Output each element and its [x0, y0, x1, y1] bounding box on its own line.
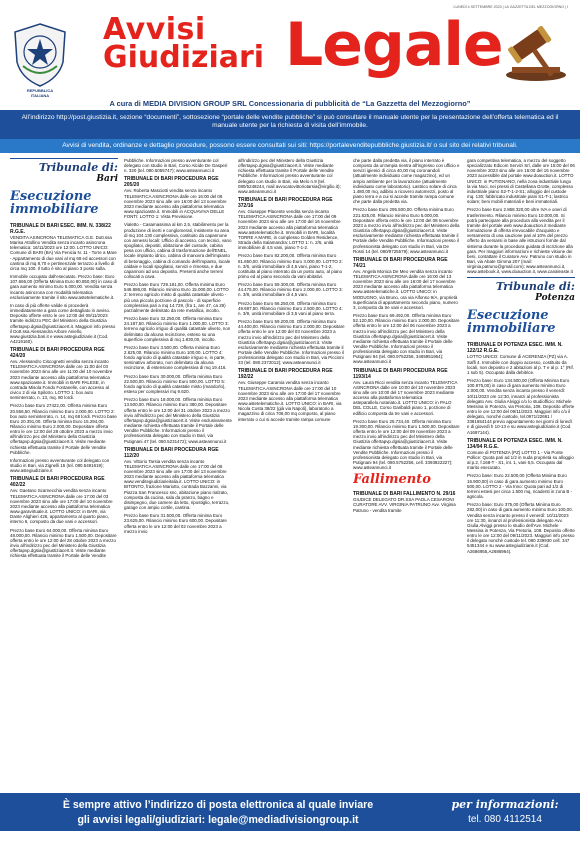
tribunale-label: Tribunale di: [38, 161, 118, 174]
notice-text: Prezzo base Euro 69.492,00. Offerta minima Euro 52.120,00. Rilancio minimo Euro 2.000,00. Depositare offerta entro le ore 12:00 del 06 novembre 2023 a mezzo invio all'indirizzo pec del Ministero della Giustizia offertapvp.dgsia@giustiziacert.it. Visite mediante richiesta effettuata tramite il Portale delle Vendite Pubbliche. Informazioni presso il professionista delegato con studio in Bari, via Putignani 94 (tel. 080.9752256, 3465951964); www.asteannunci.it [353, 313, 460, 365]
notice-text: Prezzo base Euro 18.000,00. Offerta minima Euro 13.500,00. Rilancio minimo Euro 380,00. Depositare offerta entro le ore 12:00 del 31 ottobre 2023 a mezzo invio all'indirizzo pec del Ministero della Giustizia offertapvp.dgsia@giustiziacert.it. Visite esclusivamente mediante richiesta effettuata tramite il Portale delle Vendite Pubbliche. Informazioni presso il professionista delegato con studio in Bari, via Putignani 47 (tel. 080.5231472); www.asteannunci.it [124, 397, 232, 444]
notice-text: Prezzo base: Euro 22.500,00 (Offerta Minima Euro 16.900,00) in caso di gara aumento minimo Euro 500,00. LOTTO 2 - Via Inno: Quota pari ad 1/2 di terreni estesi per circa 1.500 mq, ricadenti in zona B - agricola. [467, 473, 573, 500]
tribunale-city: Bari [96, 174, 118, 184]
notice-item [10, 347, 118, 400]
notice-item [238, 319, 346, 365]
notice-item [10, 458, 118, 473]
title-legale: Legale [285, 10, 503, 80]
notice-item [353, 158, 461, 204]
notice-text: Prezzo base Euro 295.500,00. Offerta minima Euro 221.625,00. Rilancio minimo Euro 5.000,00. Depositare offerta entro le ore 12:00 del 08 novembre 2023 a mezzo invio all'indirizzo pec del Ministero della Giustizia offertapvp.dgsia@giustiziacert.it. Visite esclusivamente mediante richiesta effettuata tramite il Portale delle Vendite Pubbliche. Informazioni presso il professionista delegato con studio in Bari, via De Rossi 14 (tel. 080/9725579); www.asteannunci.it [353, 207, 460, 254]
notice-item [353, 257, 461, 310]
masthead [0, 12, 580, 112]
column-5 [467, 158, 575, 790]
notice-text: Avv. Laura Ricci vendita senza incanto TELEMATICA ASINCRONA dalle ore 10:00 del 10 novembre 2023 sino alle ore 10:00 del 17 novembre 2023 mediante accesso alla piattaforma telematica asteparallelo.notariato.it. LOTTO UNICO: in PALO DEL COLLE, Corso Garibaldi piano 1, porzione di edificio composta da tre vani e accessori. [353, 379, 458, 416]
notice-item [10, 223, 118, 271]
notice-heading: TRIBUNALE DI POTENZA ESEC. IMM. N. 122/12 R.G.E. [467, 342, 563, 355]
notice-text: Immobile occupato dall'esecutato. Prezzo base: Euro 107.666,00 (Offerta Minima Euro 80.850,00) in caso di gara aumento minimo Euro 5.000,00. Vendita senza incanto asincrona con modalità telematica esclusivamente tramite il sito www.astetelematiche.it. [10, 274, 117, 300]
notice-text: Pubbliche. Informazioni presso avventurante col delegato con studio in Bari, Corso Alcide De Gasperi n. 320 (tel. 080.5055747); www.asteannunci.it [124, 158, 228, 174]
notice-text: Prezzo base Euro 729.181,00. Offerta minima Euro 546.886,00. Rilancio minimo Euro 15.000,00. LOTTO 2: terreno agricolo misto di qualità catastale uliveto - più una piccola porzione di pascolo - di superficie complessiva pari a mq 14.729, (fra 1, are 47, ca 29) parzialmente delimitato da rete metallica, incolto. [124, 282, 229, 313]
footer-info-label: per informazioni: [451, 798, 559, 811]
tribunale-label: Tribunale di: [495, 280, 575, 294]
notice-text: Avv. Gaetano Scarnecchia vendita senza incanto TELEMATICA ASINCRONA dalle ore 17:00 del 03 novembre 2023 sino alle ore 17:00 del 10 novembre 2023 mediante accesso alla piattaforma telematica www.garavirtuale.it. LOTTO UNICO: in BARI, via Dante Alighieri 426, appartamento al quarto piano, interno 6, composto da due vani e accessori. [10, 488, 113, 525]
notice-heading: TRIBUNALE DI BARI FALLIMENTO N. 29/16 [353, 491, 456, 498]
section-title: Esecuzione immobiliare [467, 308, 556, 337]
notice-text: all'indirizzo pec del Ministero della Giustizia offertapvp.dgsia@giustiziacert.it. Visite mediante richiesta effettuata tramite il Portale delle Vendite Pubbliche. Informazioni presso avventurante col delegato con studio in Bari, via Melo n.9 (tel. 080/5248244, mail avvocatovittoriotarsia@virgilio.it); www.asteannunci.it [238, 158, 341, 194]
notice-text: Vialetto - Casamassima al km 2,5, stabilimento per la produzione di inerti e conglomerati, insistente su area di mq 104.130 complessiva, costituito da capannone con annessi locali: Ufficio di accesso, con tecnici, vano spogliatoi, depositi, abitazione del custode, cabina pesa con ufficio, cabina di trasformazione dell'ENEL, locale impianto idrico, cabina di manovra dell'impianto di betonaggio, cabina di comando dell'impianto, locale caldaie e locali spogliatoi, servizi e rimessa, e due capannoni ad uso deposito. Presenti anche terreni collocati a cava. [124, 222, 232, 279]
notice-text: Prezzo base Euro 32.250,00. Offerta minima Euro 24.187,50. Rilancio minimo Euro 1.000,00. LOTTO 3: terreno agricolo irriguo di qualità catastale uliveto, non delimitato da alcuna recinzione, esteso su una superficie complessiva di mq 1.830,00, incolto. [124, 316, 231, 342]
notice-item [10, 303, 118, 344]
footer-line-1: È sempre attivo l’indirizzo di posta elettronica al quale inviare [62, 799, 374, 811]
notice-heading: TRIBUNALE DI BARI PROCEDURA RGE 192/22 [238, 368, 333, 381]
notice-list [124, 158, 232, 534]
notice-text: Prezzo base Euro 31.500,00. Offerta minima Euro 23.625,00. Rilancio minimo Euro 600,00. Depositare offerta entro le ore 12:00 del 02 novembre 2023 a mezzo invio [124, 513, 227, 534]
notice-item [124, 513, 232, 534]
notice-item [238, 301, 346, 316]
notice-item [10, 403, 118, 455]
banner-siti: Avvisi di vendita, ordinanze e dettaglio procedure, possono essere consultati sui siti: https://portalevenditepubbliche.giustizia.it/ o sul sito dei relativi tribunali. [0, 139, 580, 153]
column-3 [238, 158, 346, 790]
notice-text: In caso di più offerte valide si procederà immediatamente a gara come dettagliato in avviso. Deposito offerte entro le ore 12:00 del 09/11/2023 tramite indirizzo PEC del Ministero della Giustizia offertapvp.dgsia@giustiziacert.it. Maggiori info presso il Dott.ssa Alessandra Arbore Aniello, www.giustizia.bari.it e www.astegiudiziarie.it (Cod. A4219160). [10, 302, 116, 344]
notice-item [353, 491, 461, 512]
notice-item [467, 207, 575, 274]
notice-text: Avv. Giuseppe Caramia vendita senza incanto TELEMATICA ASINCRONA dalle ore 17:00 del 10 novembre 2023 sino alle ore 17:00 del 17 novembre 2023 mediante accesso alla piattaforma telematica www.astetelematiche.it. LOTTO UNICO: in BARI, via Nicola Costa 38/22 (già via Napoli), laboratorio a magazzino di circa 706,00 mq composto, al piano interrato o cui si accede tramite rampa comune [238, 380, 342, 422]
notice-text: Prezzo base: Euro 375,00 (Offerta Minima Euro 282,00) in caso di gara aumento minimo Euro 100,00. Vendita senza incanto presso il venerdì: 10/11/2023 ore 11:30, innanzi al professionista delegato Avv. Giulia Alviggi presso lo studio dell'Avv. Michele Messina in Potenza, Via Pretoria, 108. Deposito offerte entro le ore 12:00 del 09/11/2023. Maggiori info presso il delegato nonché custode tel. 080 239930 cell. 347 5451344 e su www.astegiudiziarie.it (Cod. A2686955,A2686964). [467, 502, 575, 554]
title-giudiziari: Giudiziari [103, 40, 265, 75]
notice-item [124, 316, 232, 342]
notice-item [124, 374, 232, 395]
footer-bar [0, 793, 580, 831]
notice-heading: TRIBUNALE DI BARI PROCEDURA RGE 1193/14 [353, 367, 448, 380]
notice-text: Avv. Alessandro Ciscognetti vendita senza incanto TELEMATICA ASINCRONA dalle ore 11:00 del 03 novembre 2023 sino alle ore 11:00 del 10 novembre 2023 mediante accesso alla piattaforma telematica www.spazioaste.it. Immobili in BARI PALESE, in contrada Misola Fondo Fontanelle, con accesso al civico 2 di via Spilotro. LOTTO 1: box auto seminterrato, n. 13, mq. 80 lordi. [10, 359, 113, 401]
notice-list [10, 223, 118, 558]
seal-icon [11, 22, 69, 88]
gavel-icon [498, 15, 574, 85]
column-2 [124, 158, 232, 790]
notice-heading: TRIBUNALE DI BARI PROCEDURA RGE 205/20 [124, 176, 219, 189]
notice-columns [0, 158, 580, 790]
notice-item [353, 313, 461, 365]
notice-text: Avv. Roberta Masciotti vendita senza incanto TELEMATICA ASINCRONA dalle ore 16:00 del 06 novembre 2023 sino alle ore 16:00 del 13 novembre 2023 mediante accesso alla piattaforma telematica www.spazioaste.it. Immobili in ACQUAVIVA DELLE FONTI: LOTTO 1: Vista Previsione. [124, 188, 227, 220]
column-4 [353, 158, 461, 790]
notice-item [353, 368, 461, 416]
notice-item [238, 368, 346, 421]
tribunale-city: Potenza [535, 293, 575, 304]
notice-text: Prezzo base Euro 27422,00. Offerta minima Euro 20.566,50. Rilancio minimo Euro 2.000,00. LOTTO 2: box auto seminterrato, n. 14, mq 68 lordi. Prezzo base Euro 20.391,00. Offerta minima Euro 15.294,00. Rilancio minimo Euro 2.000,00. Depositare offerta entro le ore 12:00 del 28 ottobre 2023 a mezzo invio all'indirizzo pec del Ministero della Giustizia offertapvp.dgsia@giustiziacert.it. Visite mediante richiesta effettuata tramite il Portale delle Vendite Pubbliche. [10, 403, 117, 455]
notice-text: Prezzo base Euro 3.500,00. Offerta minima Euro 2.625,00. Rilancio minimo Euro 100,00. LOTTO 4: fondo agricolo di qualità catastale irriguo e, in parte, seminativo arborato, non delimitato da alcuna recinzione, di estensione complessiva di mq 19.416. [124, 344, 227, 371]
notice-item [467, 342, 575, 375]
tribunale-potenza-box [467, 277, 575, 303]
notice-text: Prezzo base Euro 30.000,00. Offerta minima Euro 22.500,00. Rilancio minimo Euro 500,00. LOTTO 5: fondo agricolo di qualità catastale misto (mandorlo), esteso per complessivi mq 9.620. [124, 373, 226, 395]
notice-text: VENDITA ASINCRONA TELEMATICA G.E. Dott.ssa Marisa Attollino Vendita senza incanto asincrona telematica: 16/11/2023 ore 12:00. LOTTO UNICO: Comune di BARI (BA) Via Fenicia N. 11 - Torre a Mare - Appartamento di due vani al mq 69 ed accessori con cantina di mq 8,70 e pertinenziale terrazzo a livello di circa mq 100. Il tutto è sito al piano 3 posto sulla. [10, 235, 117, 271]
notice-item [124, 397, 232, 443]
notice-text: Prezzo base Euro 25.734,40. Offerta minima Euro 19.300,00. Rilancio minimo Euro 1.500,00. Depositare offerta entro le ore 12:00 del 09 novembre 2023 a mezzo invio all'indirizzo pec del Ministero della Giustizia offertapvp.dgsia@giustiziacert.it. Visite mediante richiesta effettuata tramite il Portale delle Vendite Pubbliche. Informazioni presso il professionista delegato con studio in Bari, via Putignani 94 (tel. 080.5752256, cell. 3393822227); www.asteannunci.it [353, 418, 460, 471]
notice-list [353, 158, 461, 470]
footer-email-line[interactable]: gli avvisi legali/giudiziari: legale@mediadivisiongroup.it [77, 814, 359, 826]
notice-text: Avv. Giuseppe Placente vendita senza incanto TELEMATICA ASINCRONA dalle ore 17:00 del 09 novembre 2023 sino alle ore 17:00 del 16 novembre 2023 mediante accesso alla piattaforma telematica www.astetelematiche.it. Immobili in BARI, località TORRE A MARE, in complesso Golden Residence, Strada della Salamandra: LOTTO 1: n. 2/5, unità immobiliare di 4,5 vani, piano T-1-2. [238, 209, 341, 251]
notice-list [467, 342, 575, 553]
notice-heading: TRIBUNALE DI BARI PROCEDURA RGE 372/16 [238, 197, 333, 210]
notice-heading: TRIBUNALE DI BARI PROCEDURA RGE 402/22 [10, 476, 105, 489]
notice-item [238, 197, 346, 250]
notice-item [238, 282, 346, 297]
notice-text: Prezzo base Euro 66.250,00. Offerta minima Euro 49.687,50. Rilancio minimo Euro 2.500,00. LOTTO 4: n. 3/9, unità immobiliare di 3,5 vani al piano terra. [238, 300, 343, 316]
notice-item [238, 253, 346, 279]
notice-text: Prezzo base Euro 82.200,00. Offerta minima Euro 61.650,00. Rilancio minimo Euro 3.000,00. LOTTO 2: n. 3/6, unità immobiliare di 4,5 vani, piano T-1-2, costituita al piano interrato da un posto auto, al piano primo ed al piano secondo da vani abitativi. [238, 253, 343, 279]
notice-item [238, 158, 346, 194]
notice-text: gara competitiva telematica, a mezzo del soggetto specializzato Edicom Servizi Srl, dalle ore 15:00 del 06 novembre 2023 sino alle ore 15:00 del 16 novembre 2023 accessibile dal portale www.doauction.it. LOTTO UNICO: in PUTIGNANO, nella zona industriale lungo la via Noci, nei pressi di Castellana Grotte, complesso industriale piano S2-T-1-2-S1; alloggio del custode mq. 130; fabbricato industriale piani S1-T-1; lastrico solare; beni mobili materiali e beni immateriali. [467, 158, 575, 205]
notice-heading: TRIBUNALE DI BARI PROCEDURA RGE 74/21 [353, 256, 448, 269]
column-1 [10, 158, 118, 790]
notice-text: Avv. Angela Monica De Meo vendita senza incanto TELEMATICA ASINCRONA dalle ore 16:00 del 13 novembre 2023 sino alle ore 16:00 del 17 novembre 2023 mediante accesso alla piattaforma telematica www.astetelematiche.it. LOTTO UNICO: in MODUGNO, via Bruno, ora via Alfonso 9/A, proprietà superficiaria di appartamento secondo piano, numero 3, composto da tre vani e accessori. [353, 268, 458, 310]
notice-text: Prezzo base Euro 59.300,00. Offerta minima Euro 44.475,00. Rilancio minimo Euro 2.000,00. LOTTO 3: n. 3/8, unità immobiliare di 4,5 vani. [238, 282, 343, 298]
notice-text: Comune di POTENZA (PZ) LOTTO 1 - Via Ponte Pollice: Quota pari ad 1/2 in nuda proprietà su alloggio al p.2, f.168-T - S1, int. 1, vani 6,5. Occupato dal marito esecutato. [467, 449, 574, 471]
notice-item [467, 438, 575, 471]
notice-text: Prezzo base Euro 2.868.320,00 oltre IVA e oneri di trasferimento. Rilancio minimo Euro 10.000,00. Si potrà partecipare alla procedura alla vendita per il tramite del portale web www.doauction.it mediante formulazione di offerta irrevocabile d'acquisto e versamento di una cauzione pari al 10% del prezzo offerto da versarsi in base alle istruzioni fornite dal sistema durante la procedura guidata di iscrizione alla gara. Per maggiori informazioni e richieste visione dei beni, contattare il Curatore Avv. Patruno con studio in Bari, via Abate Gimma 207 (mail: virginia.patruno@gmail.com); www.asteannunci.it, www.astebook.it, www.doauction.it, www.canaleaste.it [467, 207, 573, 275]
notice-heading: TRIBUNALE DI BARI PROCEDURA RGE 424/20 [10, 347, 105, 360]
notice-heading: TRIBUNALE DI POTENZA ESEC. IMM. N. 134/94 R.G.E. [467, 437, 563, 450]
section-fallimento: Fallimento [353, 472, 431, 488]
notice-item [10, 476, 118, 524]
section-title: Esecuzione immobiliare [10, 189, 99, 217]
notice-text: Avv. Vittorio Tarsia vendita senza incanto TELEMATICA ASINCRONA dalle ore 17:00 del 06 novembre 2023 sino alle ore 17:00 del 13 novembre 2023 mediante accesso alla piattaforma telematica www.venditegiudiziarieitalia.it. LOTTO UNICO: in BITONTO, frazione Mariotto, contrada Bazzanni, via Piazza San Francesco snc, abitazione piano rialzato, composta da cucina, sala da pranzo, bagno e disimpegno, due camere da letto, ripostiglio, terrazzo, garage con ampio cortile, cantina. [124, 458, 230, 511]
title-avvisi: Avvisi [103, 12, 206, 47]
notice-item [124, 447, 232, 511]
notice-text: Prezzo base: Euro 134.500,00 (Offerta Minima Euro 100.875,00) in caso di gara aumento minimo Euro 2.000,00. Vendita senza incanto presso il venerdì: 10/11/2023 ore 12:30, innanzi al professionista delegato Avv. Giulia Alviggi c/o lo studiofficio: Michele Messina in Potenza, via Pretoria, 108. Deposito offerte entro le ore 12:00 del 09/11/2023. Maggiori info c/o il delegato, nonché custode, tel.0971/22661 / 3381654144 previo appuntamento nei giorni di lunedì e di giovedì h 10-13 e su www.astegiudiziarie.it (Cod. A1697144). [467, 378, 575, 435]
notice-list [238, 158, 346, 422]
notice-item [353, 419, 461, 471]
notice-list [467, 158, 575, 274]
notice-item [124, 158, 232, 173]
notice-text: Prezzo base Euro 59.200,00. Offerta minima Euro 44.400,00. Rilancio minimo Euro 2.000,00. Depositare offerta entro le ore 12:00 del 03 novembre 2023 a mezzo invio all'indirizzo pec del Ministero della Giustizia offertapvp.dgsia@giustiziacert.it. Visite esclusivamente mediante richiesta effettuata tramite il Portale delle Vendite Pubbliche. Informazioni presso il professionista delegato con studio in Bari, via Piccinni 33 (tel. 080.2372012); www.asteannunci.it [238, 319, 345, 366]
banner-portale: All’indirizzo http://post.giustizia.it, sezione “documenti”, sottosezione “portale delle vendite pubbliche” si può consultare il manuale utente per la presentazione dell’offerta telematica ed il manuale utente per la richiesta di visita dell’immobile. [0, 110, 580, 139]
notice-heading: TRIBUNALE DI BARI ESEC. IMM. N. 338/22 R.G.E. [10, 223, 111, 235]
notice-item [10, 274, 118, 300]
notice-item [124, 282, 232, 313]
notice-item [124, 345, 232, 371]
notice-item [467, 158, 575, 204]
notice-item [467, 378, 575, 435]
notice-item [467, 502, 575, 554]
notice-item [124, 222, 232, 279]
tagline: A cura di MEDIA DIVISION GROUP SRL Concessionaria di pubblicità de “La Gazzetta del Mezzogiorno” [109, 99, 471, 108]
notice-text: LOTTO UNICO: Comune di ACERENZA (PZ) via A. Saffi 4. Immobile con doppio accesso, costituito da locali, non deposito e 2 abitazioni al p. T e al p. 1° (Rif. 1 sub 5). Occupato dalla debitrice. [467, 354, 574, 375]
page-date: LUNEDÌ 4 SETTEMBRE 2023 | LA GAZZETTA DEL MEZZOGIORNO | I [453, 5, 568, 9]
notice-item [353, 207, 461, 253]
notice-text: Informazioni presso avventurante col delegato con studio in Bari, via Zignelli 15 (tel. 080.5491619); www.astegiudiziarie.it [10, 457, 110, 474]
seal-caption: REPUBBLICA ITALIANA [26, 88, 54, 98]
footer-phone[interactable]: tel. 080 4112514 [468, 814, 542, 825]
notice-item [10, 528, 118, 559]
notice-item [124, 176, 232, 219]
notice-text: GIUDICE DELEGATO DR.SSA PAOLA CESARONI CURATORE AVV. VIRGINIA PATRUNO Avv. Virginia Patruno - vendita tramite [353, 497, 456, 513]
notice-text: che parte dalla predetta via, il piano interrato è composto da un'ampia rientra all'ingresso con ufficio e servizi igienici di circa 40,00 mq coronandoli (attualmente individuato come magazzino), ed un ampio ambiente per la lavorazione (attualmente individuato come laboratorio). Lastrico solare di circa 1.480,00 mq, adibito a ricovero automezzi, posto al piano terra e a cui si accede tramite rampa comune che parte dalla predetta via. [353, 158, 460, 205]
tribunale-bari-box [10, 158, 118, 184]
notice-text: Prezzo base Euro 64.000,00. Offerta minima Euro 48.000,00. Rilancio minimo Euro 1.500,00. Depositare offerta entro le ore 12:00 del 28 ottobre 2023 a mezzo invio all'indirizzo pec del Ministero della Giustizia offertapvp.dgsia@giustiziacert.it. Visite mediante richiesta effettuata tramite il Portale delle Vendite [10, 527, 117, 559]
notice-item [467, 473, 575, 499]
notice-heading: TRIBUNALE DI BARI PROCEDURA RGE 112/20 [124, 446, 219, 459]
